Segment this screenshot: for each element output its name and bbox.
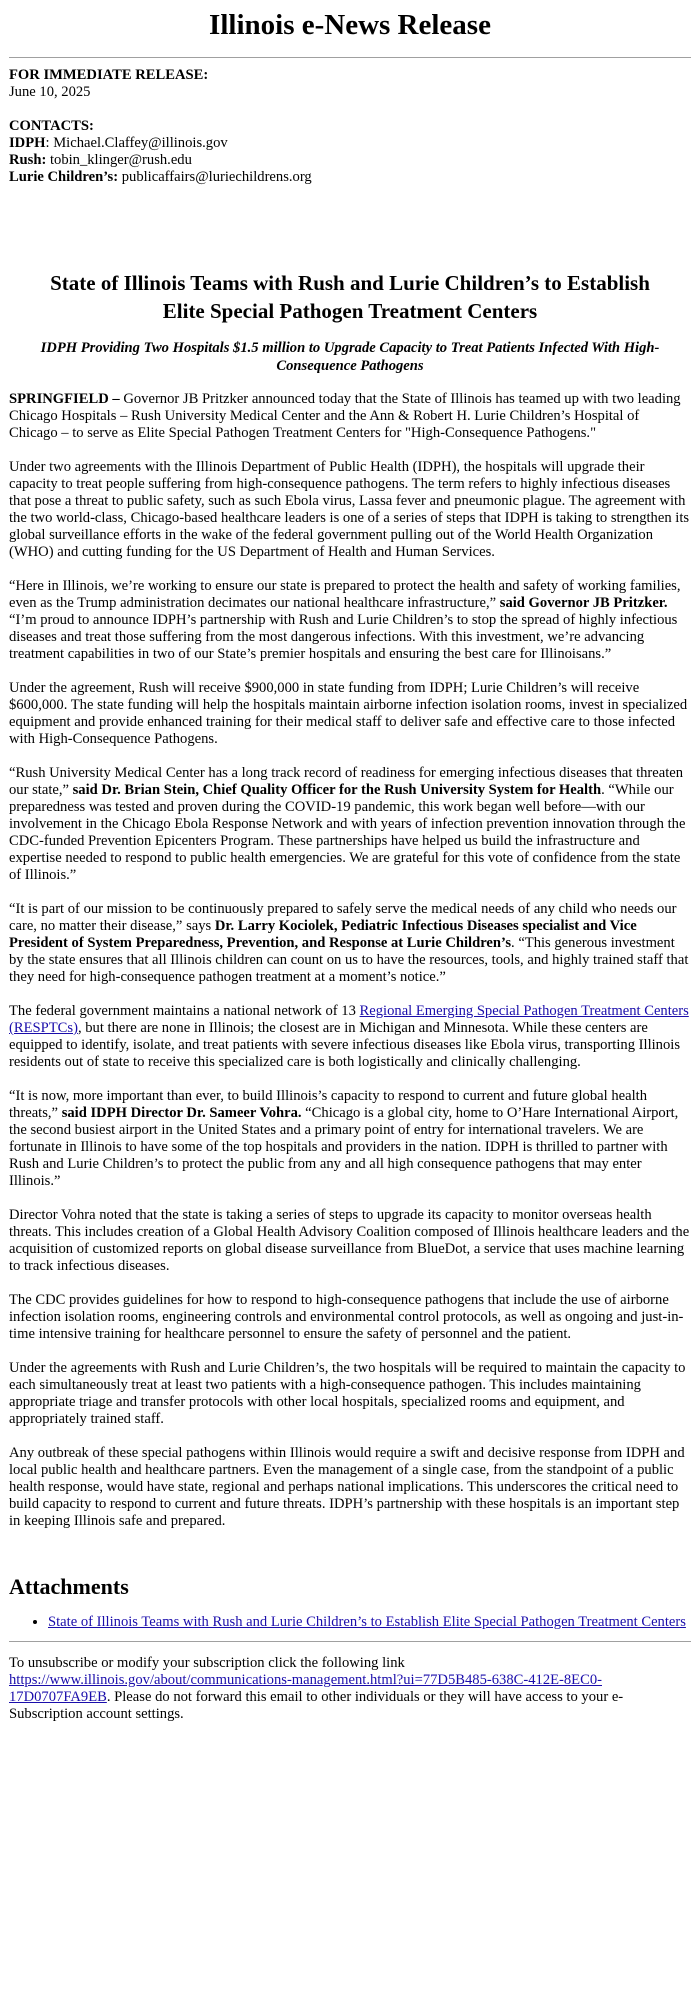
subscription-management-link[interactable]: https://www.illinois.gov/about/communications-management.html?ui=77D5B485-638C-412E-8EC0-17D0707FA9EB <box>9 1672 602 1705</box>
contact-line-rush <box>9 152 691 169</box>
paragraph-1 <box>9 391 691 442</box>
contacts-label: CONTACTS: <box>9 118 94 134</box>
paragraph-text: “I’m proud to announce IDPH’s partnership with Rush and Lurie Children’s to stop the spread of highly infectious diseases and treat those suffering from the most dangerous infections. With this investment, we’re advancing treatment capabilities in two of our State’s premier hospitals and ensuring the best care for Illinoisans.” <box>9 612 678 662</box>
paragraph-text: “It is now, more important than ever, to build Illinois’s capacity to respond to current and future global health threats,” <box>9 1088 647 1121</box>
contact-email: tobin_klinger@rush.edu <box>49 152 192 168</box>
paragraph-text: “Chicago is a global city, home to O’Hare International Airport, the second busiest airport in the United States and a primary point of entry for international travelers. We are fortunate in Illinois to have some of the top hospitals and providers in the nation. IDPH is thrilled to partner with Rush and Lurie Children’s to protect the public from any and all high consequence pathogens that may enter Illinois.” <box>9 1105 679 1189</box>
release-label: FOR IMMEDIATE RELEASE: <box>9 67 209 83</box>
contact-org: Rush: <box>9 152 47 168</box>
article-headline: State of Illinois Teams with Rush and Lurie Children’s to Establish Elite Special Pathogen Treatment Centers <box>50 271 650 323</box>
quote-attribution: said Governor JB Pritzker. <box>499 595 668 611</box>
paragraph-text: “Rush University Medical Center has a long track record of readiness for emerging infectious diseases that threaten our state,” <box>9 765 684 798</box>
paragraph-5 <box>9 765 691 884</box>
contact-org: IDPH <box>9 135 46 151</box>
release-info <box>9 67 691 101</box>
quote-attribution: Dr. Larry Kociolek, Pediatric Infectious Diseases specialist and Vice President of System Preparedness, Prevention, and Response at Lurie Children’s <box>9 918 637 951</box>
attachment-item <box>48 1614 691 1631</box>
footer-text: To unsubscribe or modify your subscription click the following link <box>9 1655 405 1671</box>
paragraph-8 <box>9 1088 691 1190</box>
contacts-block <box>9 118 691 186</box>
contact-line-lurie <box>9 169 691 186</box>
attachment-link[interactable]: State of Illinois Teams with Rush and Lurie Children’s to Establish Elite Special Pathogen Treatment Centers <box>48 1614 686 1630</box>
paragraph-text: Governor JB Pritzker announced today that the State of Illinois has teamed up with two leading Chicago Hospitals – Rush University Medical Center and the Ann & Robert H. Lurie Children’s Hospital of Chicago – to serve as Elite Special Pathogen Treatment Centers for "High-Consequence Pathogens." <box>9 391 681 441</box>
header-divider <box>9 57 691 58</box>
paragraph-3 <box>9 578 691 663</box>
contact-sep: : <box>45 135 54 151</box>
paragraph-9: Director Vohra noted that the state is taking a series of steps to upgrade its capacity to monitor overseas health threats. This includes creation of a Global Health Advisory Coalition composed of Illinois healthcare leaders and the acquisition of customized reports on global disease surveillance from BlueDot, a service that uses machine learning to track infectious diseases. <box>9 1207 690 1274</box>
resptc-link[interactable]: Regional Emerging Special Pathogen Treatment Centers (RESPTCs) <box>9 1003 689 1036</box>
paragraph-text: “It is part of our mission to be continuously prepared to safely serve the medical needs of any child who needs our care, no matter their disease,” says <box>9 901 677 934</box>
footer-divider <box>9 1641 691 1642</box>
paragraph-text: . “This generous investment by the state ensures that all Illinois children can count on us to have the resources, tools, and highly trained staff that they need for high-consequence pathogen treatment at a moment’s notice.” <box>9 935 689 985</box>
attachments-list <box>9 1614 691 1631</box>
paragraph-12: Any outbreak of these special pathogens within Illinois would require a swift and decisive response from IDPH and local public health and healthcare partners. Even the management of a single case, from the standpoint of a public health response, would have state, regional and perhaps national implications. This underscores the critical need to build capacity to respond to current and future threats. IDPH’s partnership with these hospitals is an important step in keeping Illinois safe and prepared. <box>9 1445 685 1529</box>
paragraph-11: Under the agreements with Rush and Lurie Children’s, the two hospitals will be required to maintain the capacity to each simultaneously treat at least two patients with a high-consequence pathogen. This includes maintaining appropriate triage and transfer protocols with other local hospitals, specialized rooms and equipment, and appropriately trained staff. <box>9 1360 686 1427</box>
paragraph-text: , but there are none in Illinois; the closest are in Michigan and Minnesota. While these centers are equipped to identify, isolate, and treat patients with severe infectious diseases like Ebola virus, transporting Illinois residents out of state to receive this specialized care is both logistically and clinically challenging. <box>9 1020 681 1070</box>
paragraph-4: Under the agreement, Rush will receive $900,000 in state funding from IDPH; Lurie Children’s will receive $600,000. The state funding will help the hospitals maintain airborne infection isolation rooms, invest in specialized equipment and provide enhanced training for their medical staff to deliver safe and effective care to those infected with High-Consequence Pathogens. <box>9 680 688 747</box>
unsubscribe-footer <box>9 1655 691 1723</box>
paragraph-7 <box>9 1003 691 1071</box>
attachments-heading: Attachments <box>9 1574 129 1599</box>
paragraph-text: . “While our preparedness was tested and proven during the COVID-19 pandemic, this work began well before—with our involvement in the Chicago Ebola Response Network and with years of infection prevention innovation through the CDC-funded Prevention Epicenters Program. These partnerships have helped us build the infrastructure and expertise needed to respond to public health emergencies. We are grateful for this vote of confidence from the state of Illinois.” <box>9 782 686 883</box>
paragraph-text: The federal government maintains a national network of 13 <box>9 1003 360 1019</box>
article-subhead: IDPH Providing Two Hospitals $1.5 million to Upgrade Capacity to Treat Patients Infected With High-Consequence Pathogens <box>40 340 660 374</box>
quote-attribution: said Dr. Brian Stein, Chief Quality Officer for the Rush University System for Health <box>72 782 602 798</box>
paragraph-2: Under two agreements with the Illinois Department of Public Health (IDPH), the hospitals will upgrade their capacity to treat people suffering from high-consequence pathogens. The term refers to highly infectious diseases that pose a threat to public safety, such as such Ebola virus, Lassa fever and pneumonic plague. The agreement with the two world-class, Chicago-based healthcare leaders is one of a series of steps that IDPH is taking to strengthen its global surveillance efforts in the wake of the federal government pulling out of the World Health Organization (WHO) and cutting funding for the US Department of Health and Human Services. <box>9 459 690 560</box>
paragraph-10: The CDC provides guidelines for how to respond to high-consequence pathogens that include the use of airborne infection isolation rooms, engineering controls and environmental control protocols, as well as ongoing and just-in-time intensive training for healthcare personnel to ensure the safety of personnel and the patient. <box>9 1292 684 1342</box>
footer-text: . Please do not forward this email to other individuals or they will have access to your e-Subscription account settings. <box>9 1689 624 1722</box>
contact-org: Lurie Children’s: <box>9 169 119 185</box>
quote-attribution: said IDPH Director Dr. Sameer Vohra. <box>61 1105 302 1121</box>
contact-email: Michael.Claffey@illinois.gov <box>53 135 228 151</box>
contact-line-idph <box>9 135 691 152</box>
newsletter-title: Illinois e-News Release <box>209 9 491 41</box>
dateline: SPRINGFIELD – <box>9 391 120 407</box>
release-date: June 10, 2025 <box>9 84 91 100</box>
contact-email: publicaffairs@luriechildrens.org <box>121 169 312 185</box>
paragraph-text: “Here in Illinois, we’re working to ensure our state is prepared to protect the health and safety of working families, even as the Trump administration decimates our national healthcare infrastructure,” <box>9 578 681 611</box>
paragraph-6 <box>9 901 691 986</box>
